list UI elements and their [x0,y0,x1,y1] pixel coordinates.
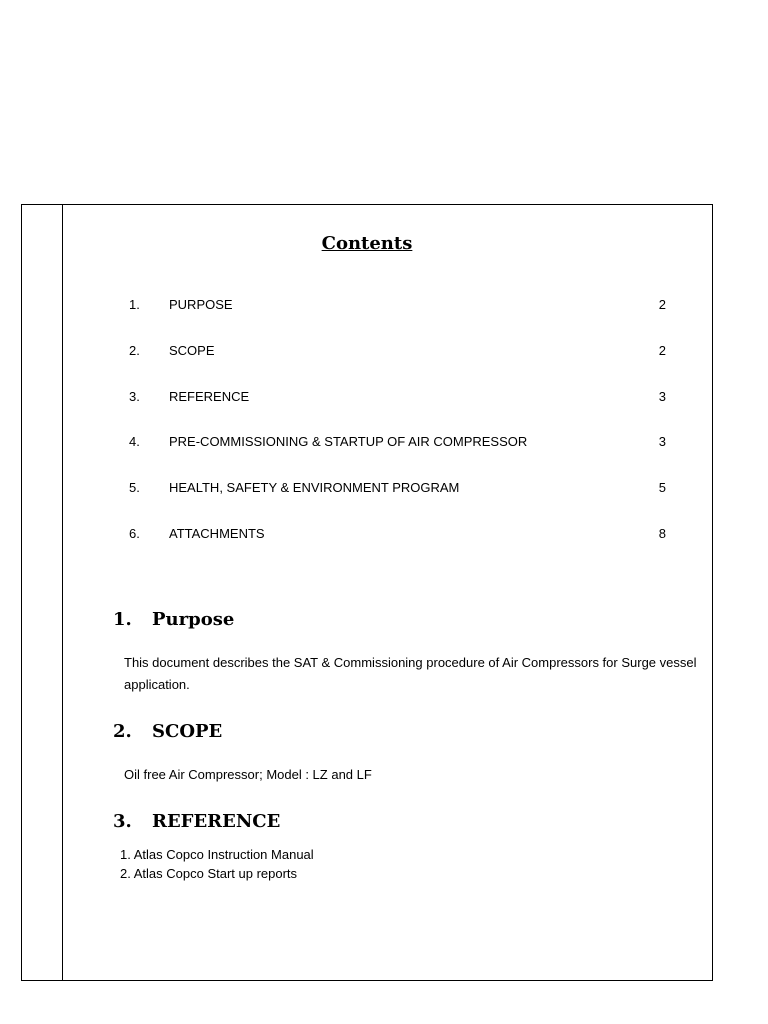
toc-entry-number: 3. [129,388,140,404]
table-of-contents [129,297,666,572]
toc-entry-title: ATTACHMENTS [169,525,265,541]
toc-entry-number: 5. [129,480,140,496]
reference-item: 2. Atlas Copco Start up reports [120,866,298,881]
section-title: Purpose [152,609,235,630]
toc-entry-number: 6. [129,525,140,541]
toc-entry[interactable] [129,297,666,343]
scope-text: Oil free Air Compressor; Model : LZ and LF [124,767,372,782]
toc-entry-page: 8 [658,525,666,541]
toc-entry-page: 3 [658,434,666,450]
toc-entry[interactable] [129,480,666,526]
margin-rule [62,205,63,980]
toc-entry-number: 1. [129,297,140,312]
scope-heading [113,721,222,742]
purpose-text: This document describes the SAT & Commissioning procedure of Air Compressors for Surge vessel application. [124,655,697,692]
toc-entry-title: SCOPE [169,342,215,358]
toc-entry[interactable] [129,526,666,572]
section-title: SCOPE [152,721,223,742]
purpose-heading [113,609,234,630]
toc-entry[interactable] [129,389,666,435]
toc-entry-number: 4. [129,434,140,450]
toc-entry-title: PURPOSE [169,297,233,312]
reference-item: 1. Atlas Copco Instruction Manual [120,847,314,862]
toc-entry-page: 5 [658,480,666,496]
toc-entry-page: 2 [658,297,666,312]
section-number: 3. [113,811,132,832]
toc-entry-number: 2. [129,342,140,358]
reference-list [120,845,314,883]
toc-entry-title: HEALTH, SAFETY & ENVIRONMENT PROGRAM [169,480,460,496]
reference-heading [113,811,280,832]
section-number: 1. [113,609,132,630]
section-title: REFERENCE [152,811,281,832]
toc-entry-title: PRE-COMMISSIONING & STARTUP OF AIR COMPRESSOR [169,434,528,450]
toc-entry-page: 2 [658,342,666,358]
toc-entry-page: 3 [658,388,666,404]
section-number: 2. [113,721,132,742]
toc-entry[interactable] [129,434,666,480]
toc-entry-title: REFERENCE [169,388,250,404]
toc-entry[interactable] [129,343,666,389]
document-page [21,204,713,981]
contents-heading: Contents [321,233,413,254]
